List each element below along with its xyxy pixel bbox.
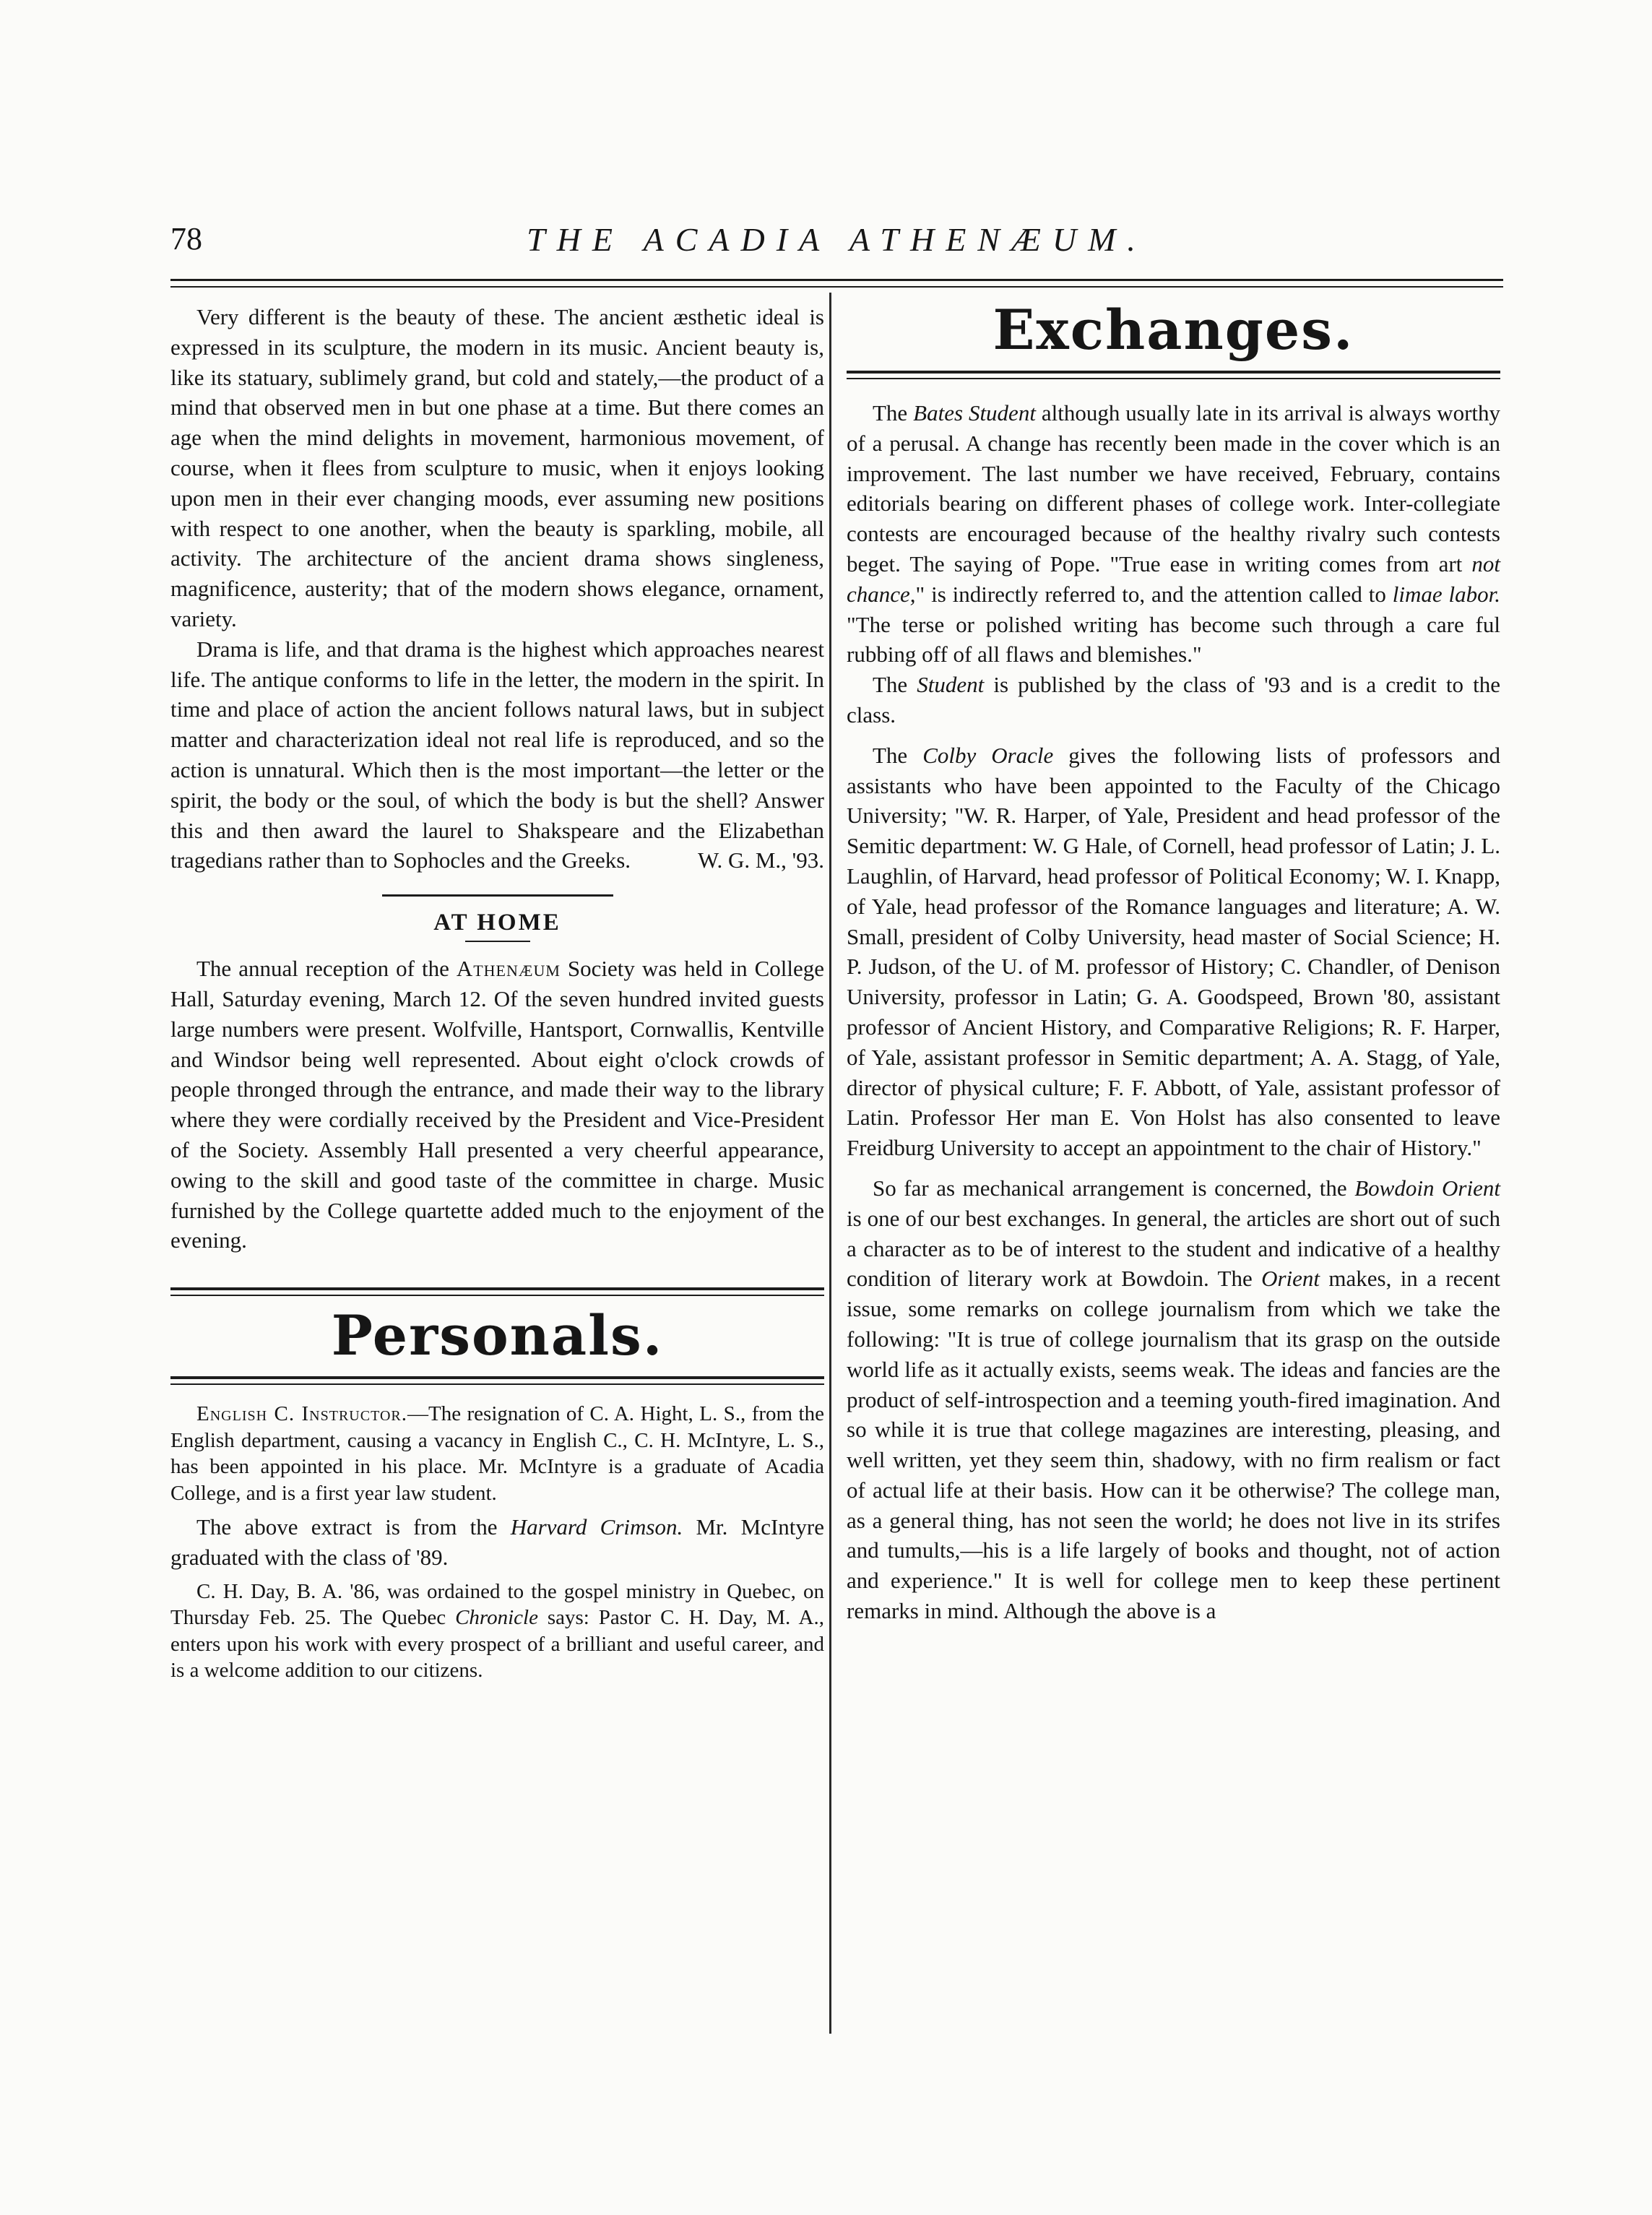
personal-item-3 (170, 1579, 824, 1684)
essay-paragraph-2-text: Drama is life, and that drama is the highest which approaches nearest life. The antique conforms to life in the letter, the modern in the spirit. In time and place of action the ancient follows natural laws, but in subject matter and characterization ideal not real life is reproduced, and so the action is unnatural. Which then is the most important—the letter or the spirit, the body or the soul, of which the body is but the shell? Answer this and then award the laurel to Shakspeare and the Elizabethan tragedians rather than to Sophocles and the Greeks. (170, 636, 824, 873)
exchange-item-4 (847, 1173, 1500, 1626)
ex1-c: " is indirectly referred to, and the attention called to (915, 581, 1393, 607)
header-rule-top (170, 279, 1503, 281)
page-number: 78 (170, 221, 202, 256)
personal-1-lead: English C. Instructor. (196, 1402, 407, 1426)
section-rule (382, 894, 613, 897)
personal-2-text-a: The above extract is from the (196, 1514, 511, 1540)
ex4-c: makes, in a recent issue, some remarks on college journalism from which we take the following: "It is true of college journalism that its grasp on the outside world life as it actually exists, seems weak. The ideas and fancies are the product of self-introspection and a teeming youth-fired imagination. And so while it is true that college magazines are interesting, pleasing, and well written, yet they seem thin, shadowy, with no firm realism or fact of actual life at their basis. How can it be otherwise? The college man, as a general thing, has not seen the world; he does not live in its strifes and tumults,—his is a life largely of books and thought, not of action and experience." It is well for college men to keep these pertinent remarks in mind. Although the above is a (847, 1266, 1500, 1624)
bowdoin-orient-title: Bowdoin Orient (1354, 1175, 1500, 1201)
ex4-a: So far as mechanical arrangement is concerned, the (873, 1175, 1355, 1201)
ex1-a: The (873, 400, 914, 426)
personal-item-1 (170, 1401, 824, 1506)
ex3-a: The (873, 742, 923, 768)
ex1-b: although usually late in its arrival is always worthy of a perusal. A change has recently been made in the cover which is an improvement. The last number we have received, February, contains editorials bearing on different phases of college work. Inter-collegiate contests are encouraged because of the healthy rivalry such contests beget. The saying of Pope. "True ease in writing comes from art (847, 400, 1501, 577)
exchange-item-1 (847, 398, 1500, 670)
personals-rule-top-2 (170, 1295, 824, 1296)
student-title: Student (917, 672, 985, 698)
personal-2-text-b: Mr. McIntyre graduated with the class of '89. (170, 1514, 824, 1570)
ex1-d: "The terse or polished writing has become such through a care ful rubbing off of all flaws and blemishes." (847, 611, 1500, 668)
ex2-a: The (873, 672, 917, 698)
personals-heading: Personals. (331, 1303, 664, 1368)
right-column (847, 298, 1501, 1626)
essay-paragraph-2 (170, 634, 824, 876)
exchange-item-3 (847, 741, 1500, 1163)
at-home-text-a: The annual reception of the (196, 956, 457, 982)
personal-item-2 (170, 1512, 824, 1573)
header-rule-bottom (170, 286, 1503, 288)
exchanges-heading: Exchanges. (993, 298, 1354, 362)
athenaeum-name: Athenæum (456, 956, 561, 982)
colby-oracle-title: Colby Oracle (922, 742, 1054, 768)
heading-underline (465, 941, 530, 942)
personal-3-text-b: says: Pastor C. H. Day, M. A., enters upon his work with every prospect of a brilliant and useful career, and is a welcome addition to our citizens. (170, 1606, 824, 1683)
personal-3-text-a: C. H. Day, B. A. '86, was ordained to the gospel ministry in Quebec, on Thursday Feb. 25. The Quebec (170, 1579, 824, 1630)
ex2-b: is published by the class of '93 and is a credit to the class. (847, 672, 1500, 727)
at-home-heading: AT HOME (433, 910, 561, 936)
column-divider (829, 293, 831, 2034)
at-home-paragraph (170, 954, 824, 1256)
chronicle-title: Chronicle (455, 1606, 538, 1630)
journal-title: THE ACADIA ATHENÆUM. (527, 221, 1147, 258)
ex1-latin: limae labor. (1392, 581, 1500, 607)
exchange-item-2 (847, 670, 1500, 730)
essay-paragraph-1: Very different is the beauty of these. The ancient æsthetic ideal is expressed in its sculpture, the modern in its music. Ancient beauty is, like its statuary, sublimely grand, but cold and stately,—the product of a mind that observed men in but one phase at a time. But there comes an age when the mind delights in movement, harmonious movement, of course, when it flees from sculpture to music, when it enjoys looking upon men in their ever changing moods, ever assuming new positions with respect to one another, when the beauty is sparkling, mobile, all activity. The architecture of the ancient drama shows singleness, magnificence, austerity; that of the modern shows elegance, ornament, variety. (170, 304, 824, 631)
ex1-emphasis: not chance, (847, 550, 1500, 607)
harvard-crimson-title: Harvard Crimson. (510, 1514, 683, 1540)
bates-student-title: Bates Student (913, 400, 1036, 426)
running-head (170, 220, 1503, 271)
orient-title: Orient (1261, 1266, 1320, 1292)
left-column (170, 302, 824, 1684)
essay-signature: W. G. M., '93. (698, 847, 824, 873)
at-home-text-b: Society was held in College Hall, Saturday evening, March 12. Of the seven hundred invited guests large numbers were present. Wolfville, Hantsport, Cornwallis, Kentville and Windsor being well represented. About eight o'clock crowds of people thronged through the entrance, and made their way to the library where they were cordially received by the President and Vice-President of the Society. Assembly Hall presented a very cheerful appearance, owing to the skill and good taste of the committee in charge. Music furnished by the College quartette added much to the enjoyment of the evening. (170, 956, 824, 1253)
personal-1-text: —The resignation of C. A. Hight, L. S., from the English department, causing a vacancy in English C., C. H. McIntyre, L. S., has been appointed in his place. Mr. McIntyre is a graduate of Acadia College, and is a first year law student. (170, 1402, 824, 1505)
ex4-b: is one of our best exchanges. In general, the articles are short out of such a character as to be of interest to the student and indicative of a healthy condition of literary work at Bowdoin. The (847, 1205, 1500, 1292)
ex3-b: gives the following lists of professors and assistants who have been appointed to the Faculty of the Chicago University; "W. R. Harper, of Yale, President and head professor of the Semitic department: W. G Hale, of Cornell, head professor of Latin; J. L. Laughlin, of Harvard, head professor of Political Economy; W. I. Knapp, of Yale, head professor of the Romance languages and literature; A. W. Small, president of Colby University, head master of Social Science; H. P. Judson, of the U. of M. professor of History; C. Chandler, of Denison University, professor in Latin; G. A. Goodspeed, Brown '80, assistant professor of Ancient History, and Comparative Religions; R. F. Harper, of Yale, assistant professor in Semitic department; A. A. Stagg, of Yale, director of physical culture; F. F. Abbott, of Yale, assistant professor of Latin. Professor Her man E. Von Holst has also consented to leave Freidburg University to accept an appointment to the chair of History." (847, 742, 1501, 1161)
